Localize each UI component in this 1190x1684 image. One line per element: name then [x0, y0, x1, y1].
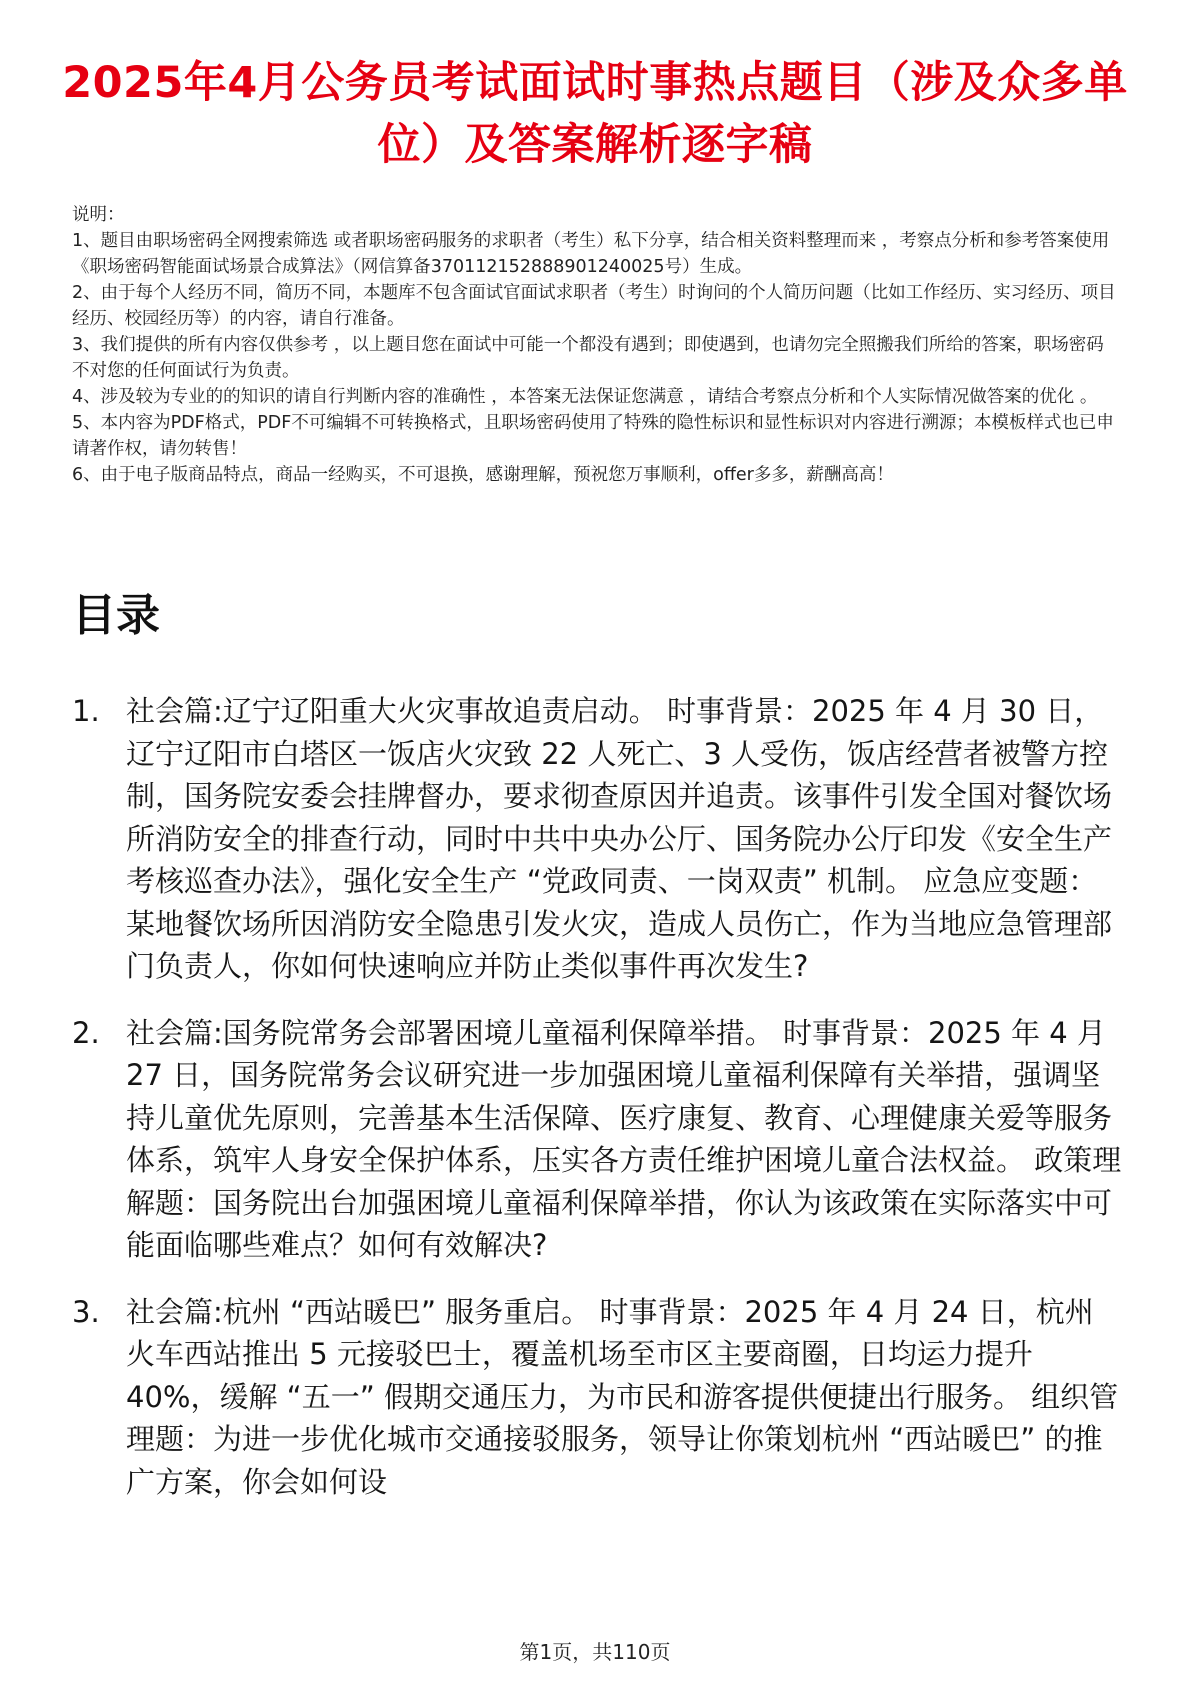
note-item: 5、本内容为PDF格式，PDF不可编辑不可转换格式，且职场密码使用了特殊的隐性标识和显性标识对内容进行溯源；本模板样式也已申请著作权，请勿转售！	[72, 413, 1114, 459]
note-item: 3、我们提供的所有内容仅供参考 ，以上题目您在面试中可能一个都没有遇到；即使遇到，也请勿完全照搬我们所给的答案，职场密码不对您的任何面试行为负责。	[72, 335, 1104, 381]
toc-item-text: 社会篇:杭州 “西站暖巴” 服务重启。 时事背景：2025 年 4 月 24 日，杭州火车西站推出 5 元接驳巴士，覆盖机场至市区主要商圈，日均运力提升 40%，缓解 “五一” 假期交通压力，为市民和游客提供便捷出行服务。 组织管理题：为进一步优化城市交通接驳服务，领导让你策划杭州 “西站暖巴” 的推广方案，你会如何设	[126, 1294, 1119, 1499]
note-item: 6、由于电子版商品特点，商品一经购买，不可退换，感谢理解，预祝您万事顺利，offer多多，薪酬高高！	[72, 465, 894, 485]
toc-item[interactable]	[72, 1012, 1122, 1267]
notes-section	[72, 202, 1118, 488]
note-item: 1、题目由职场密码全网搜索筛选 或者职场密码服务的求职者（考生）私下分享，结合相关资料整理而来 ，考察点分析和参考答案使用《职场密码智能面试场景合成算法》（网信算备370112152888901240025号）生成。	[72, 231, 1110, 277]
toc-item[interactable]	[72, 1291, 1122, 1504]
page-footer: 第1页，共110页	[519, 1640, 671, 1664]
notes-heading: 说明：	[72, 205, 125, 225]
toc-item-text: 社会篇:辽宁辽阳重大火灾事故追责启动。 时事背景：2025 年 4 月 30 日，辽宁辽阳市白塔区一饭店火灾致 22 人死亡、3 人受伤，饭店经营者被警方控制，国务院安委会挂牌督办，要求彻查原因并追责。该事件引发全国对餐饮场所消防安全的排查行动，同时中共中央办公厅、国务院办公厅印发《安全生产考核巡查办法》，强化安全生产 “党政同责、一岗双责” 机制。 应急应变题：某地餐饮场所因消防安全隐患引发火灾，造成人员伤亡，作为当地应急管理部门负责人，你如何快速响应并防止类似事件再次发生?	[126, 694, 1113, 983]
note-item: 2、由于每个人经历不同，简历不同，本题库不包含面试官面试求职者（考生）时询问的个人简历问题（比如工作经历、实习经历、项目经历、校园经历等）的内容，请自行准备。	[72, 283, 1116, 329]
toc-heading: 目录	[72, 590, 160, 641]
toc-item[interactable]	[72, 690, 1122, 988]
toc-item-number: 1.	[72, 694, 100, 728]
note-item: 4、涉及较为专业的的知识的请自行判断内容的准确性 ，本答案无法保证您满意 ，请结合考察点分析和个人实际情况做答案的优化 。	[72, 387, 1098, 407]
toc-list	[72, 690, 1122, 1527]
toc-item-text: 社会篇:国务院常务会部署困境儿童福利保障举措。 时事背景：2025 年 4 月 27 日，国务院常务会议研究进一步加强困境儿童福利保障有关举措，强调坚持儿童优先原则，完善基本生活保障、医疗康复、教育、心理健康关爱等服务体系，筑牢人身安全保护体系，压实各方责任维护困境儿童合法权益。 政策理解题：国务院出台加强困境儿童福利保障举措，你认为该政策在实际落实中可能面临哪些难点？如何有效解决?	[126, 1015, 1122, 1262]
toc-item-number: 3.	[72, 1294, 100, 1329]
toc-item-number: 2.	[72, 1015, 100, 1050]
document-title: 2025年4月公务员考试面试时事热点题目（涉及众多单位）及答案解析逐字稿	[62, 58, 1128, 170]
